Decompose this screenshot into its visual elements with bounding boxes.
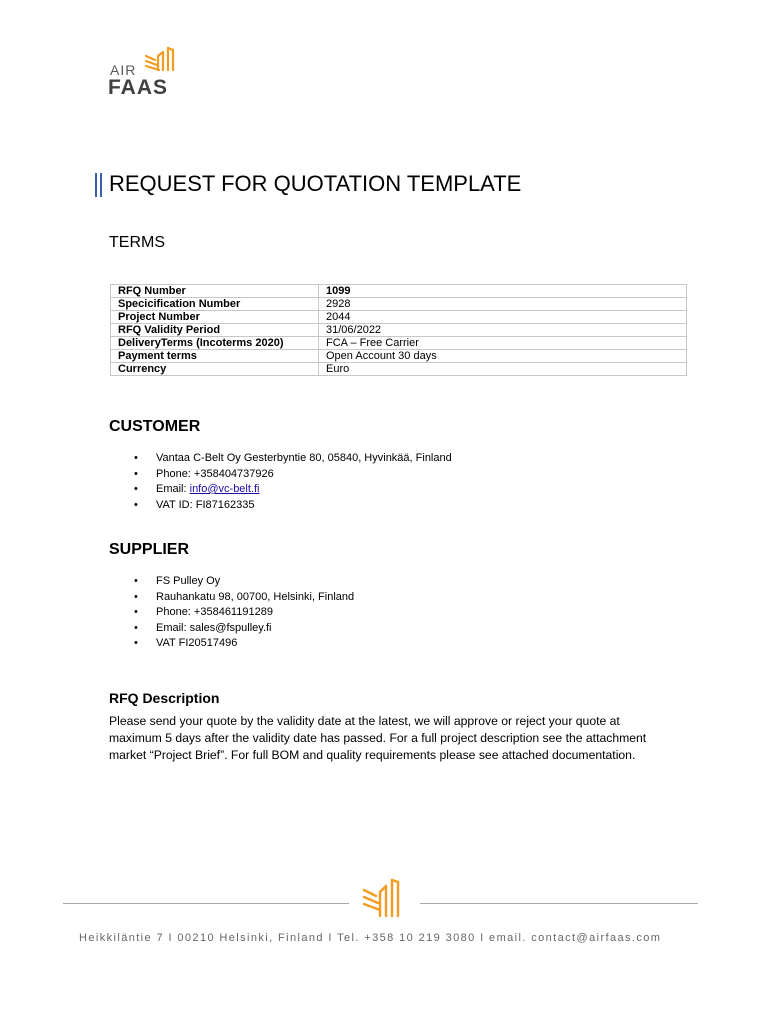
- table-row: [111, 337, 687, 350]
- supplier-heading: SUPPLIER: [109, 541, 190, 558]
- logo-text-faas: FAAS: [108, 76, 169, 99]
- table-row: [111, 324, 687, 337]
- logo-text-air: AIR: [110, 62, 137, 78]
- table-row: [111, 363, 687, 376]
- term-value: 2044: [319, 311, 687, 324]
- footer-divider-left: [63, 903, 349, 904]
- term-label: RFQ Validity Period: [111, 324, 319, 337]
- table-row: [111, 350, 687, 363]
- list-item: • VAT ID: FI87162335: [134, 498, 452, 514]
- list-item: • Rauhankatu 98, 00700, Helsinki, Finland: [134, 590, 354, 606]
- footer-contact: Heikkiläntie 7 I 00210 Helsinki, Finland I Tel. +358 10 219 3080 I email. contact@airfaas.com: [79, 932, 662, 944]
- email-label: Email:: [156, 483, 190, 495]
- term-value: Euro: [319, 363, 687, 376]
- airfaas-footer-mark-icon: [362, 876, 406, 920]
- list-item: • VAT FI20517496: [134, 636, 354, 652]
- supplier-list: [134, 574, 354, 652]
- title-accent-bar: [95, 173, 102, 197]
- term-label: Payment terms: [111, 350, 319, 363]
- term-value: Open Account 30 days: [319, 350, 687, 363]
- term-value: 31/06/2022: [319, 324, 687, 337]
- term-value: 1099: [319, 285, 687, 298]
- list-item: • Email: sales@fspulley.fi: [134, 621, 354, 637]
- table-row: [111, 285, 687, 298]
- list-item: • Phone: +358404737926: [134, 467, 452, 483]
- list-item: • FS Pulley Oy: [134, 574, 354, 590]
- rfq-description-text: Please send your quote by the validity date at the latest, we will approve or reject your quote at maximum 5 days after the validity date has passed. For a full project description see the attachment market “Project Brief”. For full BOM and quality requirements please see attached documentation.: [109, 714, 647, 762]
- term-value: FCA – Free Carrier: [319, 337, 687, 350]
- list-item: [134, 482, 452, 498]
- term-label: Currency: [111, 363, 319, 376]
- list-item: • Vantaa C-Belt Oy Gesterbyntie 80, 05840, Hyvinkää, Finland: [134, 451, 452, 467]
- airfaas-logo: [108, 46, 180, 98]
- terms-table: [110, 284, 687, 376]
- table-row: [111, 311, 687, 324]
- table-row: [111, 298, 687, 311]
- customer-list: [134, 451, 452, 513]
- term-value: 2928: [319, 298, 687, 311]
- terms-heading: TERMS: [109, 234, 165, 251]
- list-item: • Phone: +358461191289: [134, 605, 354, 621]
- term-label: Specicification Number: [111, 298, 319, 311]
- rfq-description-heading: RFQ Description: [109, 690, 220, 706]
- term-label: DeliveryTerms (Incoterms 2020): [111, 337, 319, 350]
- term-label: Project Number: [111, 311, 319, 324]
- footer-divider-right: [420, 903, 698, 904]
- customer-heading: CUSTOMER: [109, 418, 201, 435]
- customer-email-link[interactable]: info@vc-belt.fi: [189, 483, 260, 495]
- airfaas-logo-mark-icon: [144, 46, 178, 72]
- page-title: REQUEST FOR QUOTATION TEMPLATE: [109, 171, 522, 196]
- term-label: RFQ Number: [111, 285, 319, 298]
